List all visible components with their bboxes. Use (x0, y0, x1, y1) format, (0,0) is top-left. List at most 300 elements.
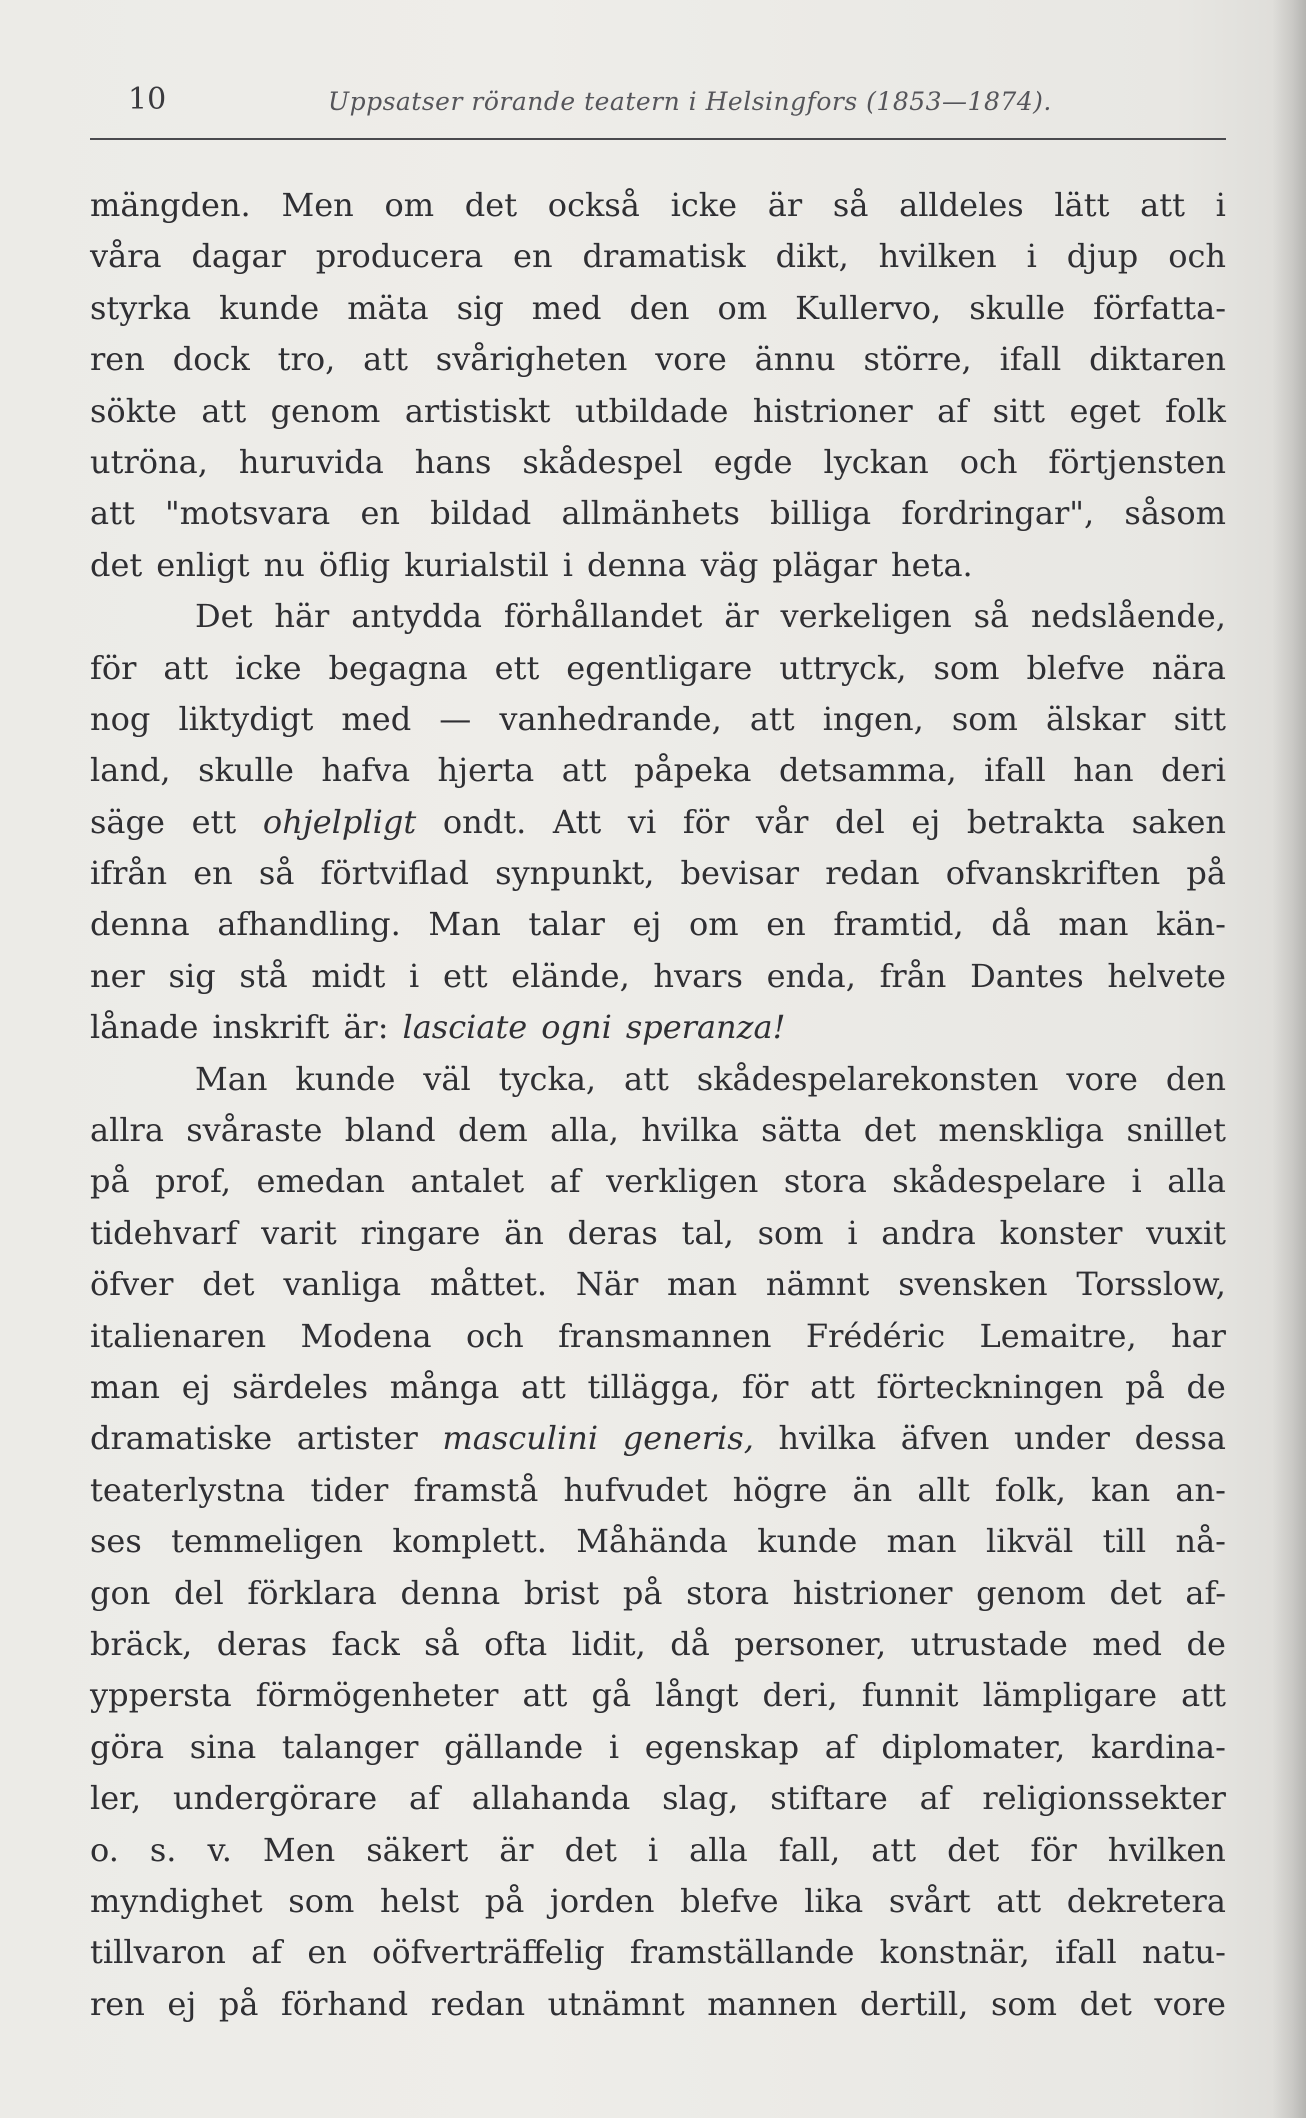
word: utrustade (910, 1624, 1068, 1663)
word: det (90, 545, 143, 584)
text-line (90, 1362, 1226, 1413)
word: kunde (219, 288, 320, 327)
word: att (1140, 186, 1185, 224)
word: afhandling. (217, 905, 401, 944)
word: bildad (430, 494, 532, 533)
word: den (629, 288, 690, 327)
word: påpeka (634, 751, 752, 790)
word: nämnt (765, 1265, 870, 1304)
text-line (90, 1002, 1226, 1053)
word: af (919, 1779, 951, 1818)
word: — (439, 699, 472, 738)
word: prof, (155, 1162, 232, 1201)
word: allra (90, 1111, 164, 1150)
word: mannen (707, 1984, 838, 2023)
word: temmeligen (171, 1522, 364, 1561)
word: verkligen (606, 1162, 759, 1201)
word: allmänhets (561, 494, 740, 533)
word: ondt. (442, 802, 527, 841)
word: att (561, 751, 607, 790)
word: att (996, 1881, 1042, 1920)
word: väl (423, 1059, 471, 1098)
word: säge (90, 802, 165, 841)
text-line (90, 1465, 1226, 1516)
word: förtviflad (320, 854, 470, 893)
word: så (832, 186, 869, 224)
word: huruvida (238, 442, 384, 481)
word: talar (528, 905, 605, 944)
word: Man (195, 1059, 268, 1098)
word: antalet (410, 1162, 525, 1201)
word: diktaren (1089, 340, 1226, 379)
word: de (1186, 1624, 1226, 1663)
word: skulle (969, 288, 1066, 327)
word: de (1186, 1367, 1226, 1406)
word: lätt (1054, 186, 1110, 224)
word: ej (632, 905, 662, 944)
word: man (886, 1522, 957, 1561)
word: i (409, 956, 420, 995)
word: antydda (351, 597, 482, 636)
word: Lemaitre, (979, 1316, 1137, 1355)
word: deras (567, 1213, 658, 1252)
word: utbildade (574, 391, 729, 430)
word: en (360, 494, 400, 533)
text-line (90, 1722, 1226, 1773)
word: kunde (757, 1522, 858, 1561)
word: af (937, 391, 969, 430)
word: ifall (1055, 1933, 1117, 1972)
word: midt (311, 956, 386, 995)
text-line (90, 899, 1226, 950)
word: författa- (1093, 288, 1226, 327)
word: äfven (900, 1419, 990, 1458)
word: om (717, 288, 768, 327)
text-line (90, 334, 1226, 385)
word: vi (627, 802, 657, 841)
word: denna (587, 545, 687, 584)
word: diplomater, (881, 1727, 1066, 1766)
word: i (1131, 1162, 1142, 1201)
text-line (90, 1927, 1226, 1978)
word: i (1026, 237, 1037, 276)
word: en (766, 905, 806, 944)
word: genom (270, 391, 381, 430)
page-header (128, 80, 1228, 120)
word: långt (655, 1676, 739, 1715)
word: dertill, (859, 1984, 969, 2023)
word: ingen, (822, 699, 924, 738)
word: deras (216, 1624, 308, 1663)
word: egde (713, 442, 793, 481)
word: folk, (995, 1470, 1066, 1509)
word: för (682, 802, 730, 841)
word: så (424, 1624, 460, 1663)
word: det (947, 1830, 1000, 1869)
word: så (258, 854, 295, 893)
word: eget (1069, 391, 1141, 430)
word: om (688, 905, 739, 944)
word: komplett. (392, 1522, 547, 1561)
word: sökte (90, 391, 177, 430)
word: artistiskt (404, 391, 551, 430)
word: När (575, 1265, 639, 1304)
word: gällande (444, 1727, 584, 1766)
word: jorden (549, 1881, 655, 1920)
word: histrioner (792, 1573, 953, 1612)
word: som (757, 1213, 824, 1252)
word: väg (700, 545, 759, 584)
word: fordringar", (901, 494, 1095, 533)
word: dramatisk (582, 237, 746, 276)
word: producera (315, 237, 484, 276)
word: personer, (734, 1624, 887, 1663)
word: varit (261, 1213, 337, 1252)
word: då (670, 1624, 710, 1663)
word: gon (90, 1573, 151, 1612)
word: han (1073, 751, 1134, 790)
word: svensken (898, 1265, 1048, 1304)
text-line (90, 745, 1226, 796)
word: sina (189, 1727, 257, 1766)
word: sätta (761, 1111, 842, 1150)
word: också (547, 186, 640, 224)
word: egentligare (566, 648, 753, 687)
text-line (90, 1619, 1226, 1670)
word: synpunkt, (495, 854, 655, 893)
word: är: (343, 1008, 389, 1047)
word: af (824, 1727, 856, 1766)
word: nedslående, (1031, 597, 1226, 636)
word: för (90, 648, 137, 687)
word: sig (456, 288, 504, 327)
word: en (307, 1933, 347, 1972)
word: har (1170, 1316, 1226, 1355)
word: då (991, 905, 1031, 944)
word: särdeles (232, 1367, 369, 1406)
word: sitt (1173, 699, 1226, 738)
word: Dantes (970, 956, 1084, 995)
word: genom (976, 1573, 1086, 1612)
text-line (90, 1979, 1226, 2030)
word: öflig (318, 545, 391, 584)
word: religionssekter (982, 1779, 1226, 1818)
word: vore (1154, 1984, 1226, 2023)
word: snillet (1126, 1111, 1226, 1150)
word: denna (90, 905, 190, 944)
word: framtid, (833, 905, 964, 944)
text-line (90, 1054, 1226, 1105)
word: så (973, 597, 1010, 636)
word: dikt, (775, 237, 849, 276)
word: kurialstil (404, 545, 549, 584)
word: hans (414, 442, 492, 481)
word: dagar (191, 237, 286, 276)
word: ofvanskriften (945, 854, 1161, 893)
word: histrioner (752, 391, 913, 430)
italic-word: generis, (622, 1419, 754, 1458)
italic-word: ogni (541, 1008, 612, 1047)
word: nå- (1175, 1522, 1226, 1561)
word: med (1092, 1624, 1163, 1663)
word: sig (168, 956, 216, 995)
word: under (1014, 1419, 1110, 1458)
word: redan (430, 1984, 526, 2023)
word: nu (263, 545, 305, 584)
word: att (871, 1830, 917, 1869)
word: från (879, 956, 947, 995)
word: verkeligen (780, 597, 952, 636)
word: nog (90, 699, 151, 738)
word: icke (235, 648, 302, 687)
word: på (90, 1162, 130, 1201)
word: natu- (1141, 1933, 1226, 1972)
word: och (465, 1316, 524, 1355)
word: i (647, 1830, 659, 1869)
word: italienaren (90, 1316, 267, 1355)
word: svårt (888, 1881, 971, 1920)
text-line (90, 1208, 1226, 1259)
text-line (90, 1773, 1226, 1824)
word: likväl (985, 1522, 1074, 1561)
word: alldeles (899, 186, 1024, 224)
word: skådespelare (892, 1162, 1106, 1201)
word: brist (523, 1573, 600, 1612)
word: förteckningen (876, 1367, 1104, 1406)
word: lika (804, 1881, 864, 1920)
word: konster (999, 1213, 1123, 1252)
word: göra (90, 1727, 165, 1766)
word: menskliga (938, 1111, 1105, 1150)
word: att (1181, 1676, 1226, 1715)
word: tal, (681, 1213, 734, 1252)
text-line (90, 797, 1226, 848)
word: skulle (198, 751, 294, 790)
word: större, (863, 340, 972, 379)
word: blefve (1026, 648, 1125, 687)
word: är (767, 186, 803, 224)
word: ett (494, 648, 540, 687)
word: ännu (754, 340, 836, 379)
word: vanhedrande, (499, 699, 722, 738)
word: af (549, 1162, 581, 1201)
word: ren (90, 1984, 145, 2023)
word: framställande (629, 1933, 855, 1972)
word: förklara (247, 1573, 377, 1612)
word: Att (552, 802, 602, 841)
text-line (90, 180, 1226, 231)
word: styrka (90, 288, 192, 327)
word: att (810, 1367, 855, 1406)
word: ofta (484, 1624, 548, 1663)
word: på (1125, 1367, 1165, 1406)
word: som (990, 1984, 1057, 2023)
word: undergörare (172, 1779, 378, 1818)
word: del (835, 802, 885, 841)
body-text (90, 180, 1226, 2030)
word: elände, (511, 956, 630, 995)
text-line (90, 1670, 1226, 1721)
word: tillägga, (587, 1367, 721, 1406)
word: hvilka (778, 1419, 877, 1458)
word: ner (90, 956, 145, 995)
word: än (504, 1213, 544, 1252)
word: begagna (328, 648, 468, 687)
word: liktydigt (178, 699, 314, 738)
word: ifall (984, 751, 1046, 790)
word: blefve (680, 1881, 779, 1920)
word: är (499, 1830, 534, 1869)
word: kardina- (1090, 1727, 1226, 1766)
word: land, (90, 751, 171, 790)
word: sitt (992, 391, 1045, 430)
word: Kullervo, (795, 288, 942, 327)
word: förtjensten (1048, 442, 1226, 481)
word: som (951, 699, 1018, 738)
word: med (341, 699, 412, 738)
word: uttryck, (779, 648, 907, 687)
word: högre (732, 1470, 828, 1509)
word: i (608, 1727, 620, 1766)
word: teaterlystna (90, 1470, 286, 1509)
word: heta. (891, 545, 973, 584)
word: att (163, 648, 209, 687)
word: stora (686, 1573, 770, 1612)
word: skådespel (522, 442, 683, 481)
word: här (274, 597, 330, 636)
word: gå (591, 1676, 632, 1715)
word: att (201, 391, 247, 430)
word: ej (181, 1367, 211, 1406)
word: som (288, 1881, 355, 1920)
word: ej (167, 1984, 197, 2023)
word: hvars (653, 956, 743, 995)
word: bräck, (90, 1624, 193, 1663)
word: man (667, 1265, 738, 1304)
italic-word: ohjelpligt (262, 802, 417, 841)
text-line (90, 1156, 1226, 1207)
word: Det (195, 597, 253, 636)
word: hjerta (437, 751, 535, 790)
word: till (1102, 1522, 1147, 1561)
word: ett (442, 956, 488, 995)
word: många (389, 1367, 500, 1406)
word: hvilken (1107, 1830, 1226, 1869)
word: förhållandet (503, 597, 703, 636)
word: helvete (1107, 956, 1226, 995)
word: våra (90, 237, 162, 276)
word: för (1030, 1830, 1077, 1869)
word: det (863, 1111, 917, 1150)
word: stora (783, 1162, 867, 1201)
word: an- (1175, 1470, 1226, 1509)
word: och (959, 442, 1018, 481)
word: det (464, 186, 518, 224)
word: myndighet (90, 1881, 263, 1920)
text-line (90, 1105, 1226, 1156)
word: utröna, (90, 442, 208, 481)
italic-word: masculini (442, 1419, 599, 1458)
word: v. (207, 1830, 232, 1869)
word: billiga (770, 494, 872, 533)
word: svåraste (186, 1111, 323, 1150)
word: talanger (281, 1727, 419, 1766)
word: af- (1185, 1573, 1226, 1612)
word: som (933, 648, 1000, 687)
word: redan (825, 854, 920, 893)
word: ler, (90, 1779, 142, 1818)
word: fall, (778, 1830, 841, 1869)
word: o. (90, 1830, 119, 1869)
word: Men (262, 1830, 336, 1869)
word: kän- (1156, 905, 1226, 944)
word: deri, (762, 1676, 838, 1715)
word: skådespelarekonsten (696, 1059, 1039, 1098)
word: ett (191, 802, 237, 841)
word: icke (670, 186, 738, 224)
word: vore (1066, 1059, 1138, 1098)
text-line (90, 951, 1226, 1002)
word: andra (881, 1213, 976, 1252)
word: i (1215, 186, 1226, 224)
text-line (90, 643, 1226, 694)
word: allt (917, 1470, 970, 1509)
text-line (90, 488, 1226, 539)
italic-word: speranza! (625, 1008, 786, 1047)
header-rule (90, 138, 1226, 140)
word: hafva (321, 751, 411, 790)
word: ifall (999, 340, 1062, 379)
page-edge-shadow (1272, 0, 1306, 2118)
word: artister (296, 1419, 418, 1458)
text-line (90, 591, 1226, 642)
word: lämpligare (982, 1676, 1158, 1715)
word: fransmannen (558, 1316, 772, 1355)
word: dessa (1134, 1419, 1226, 1458)
word: ses (90, 1522, 142, 1561)
word: den (1165, 1059, 1226, 1098)
word: en (193, 854, 233, 893)
word: att (363, 340, 408, 379)
text-line (90, 694, 1226, 745)
word: tycka, (498, 1059, 597, 1098)
word: detsamma, (778, 751, 957, 790)
word: vanliga (283, 1265, 402, 1304)
word: inskrift (212, 1008, 330, 1047)
word: på (622, 1573, 663, 1612)
word: hvilken (878, 237, 997, 276)
word: vore (655, 340, 727, 379)
word: Modena (300, 1316, 432, 1355)
word: på (218, 1984, 259, 2023)
word: det (202, 1265, 255, 1304)
word: oöfverträffelig (372, 1933, 605, 1972)
word: och (1168, 237, 1226, 276)
word: mäta (347, 288, 429, 327)
text-line (90, 848, 1226, 899)
word: ringare (360, 1213, 481, 1252)
word: bland (344, 1111, 436, 1150)
text-line (90, 1311, 1226, 1362)
word: plägar (772, 545, 878, 584)
word: förhand (280, 1984, 409, 2023)
word: kan (1091, 1470, 1151, 1509)
word: älskar (1045, 699, 1146, 738)
italic-word: lasciate (402, 1008, 528, 1047)
word: helst (379, 1881, 460, 1920)
word: lyckan (823, 442, 929, 481)
word: i (847, 1213, 858, 1252)
